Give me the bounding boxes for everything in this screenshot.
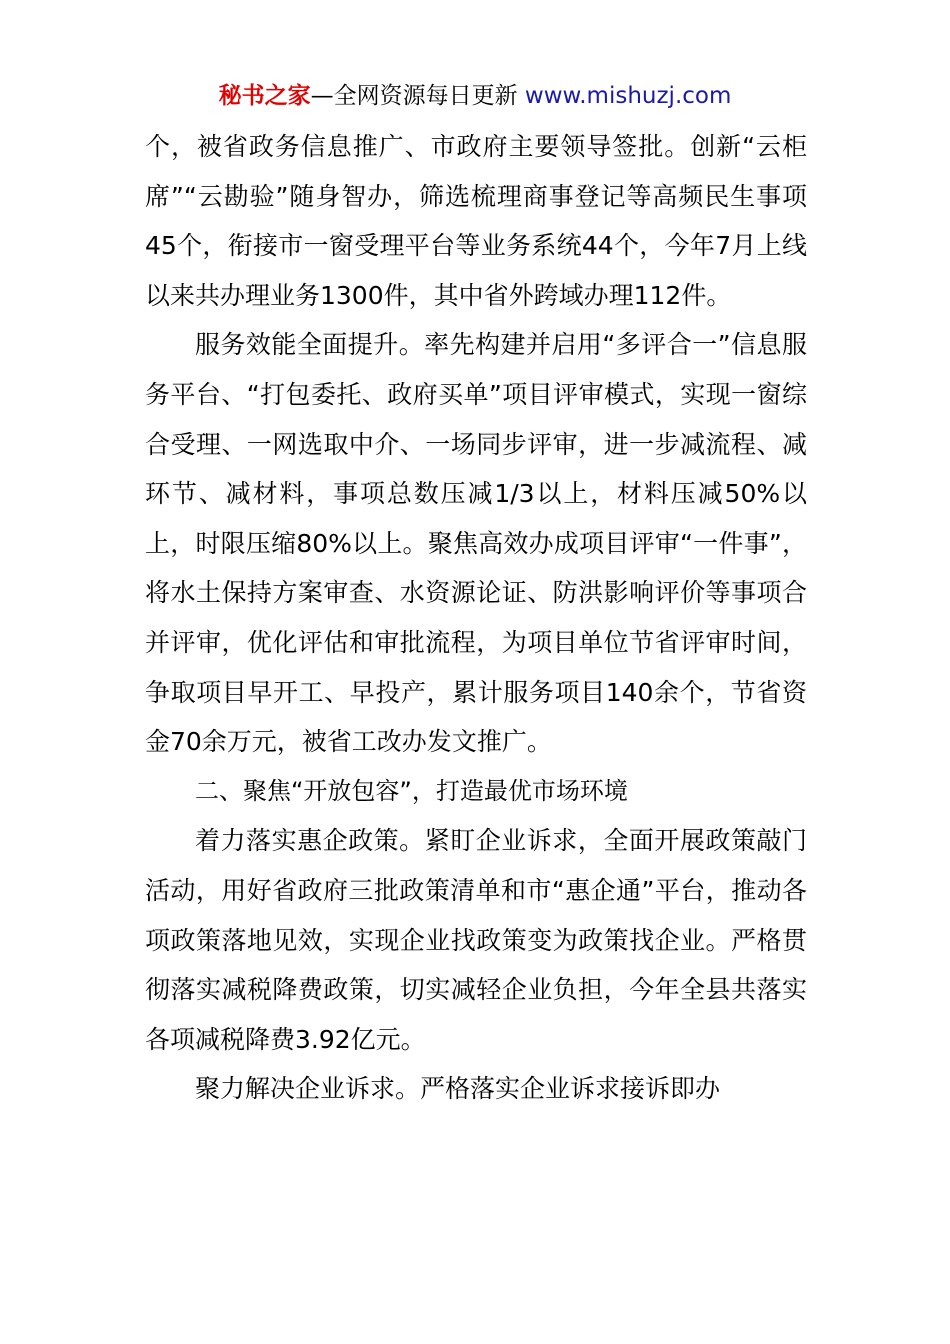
document-body (145, 122, 807, 1114)
site-header (0, 80, 950, 112)
header-tagline: —全网资源每日更新 (310, 83, 518, 109)
paragraph-continuation: 个，被省政务信息推广、市政府主要领导签批。创新“云柜席”“云勘验”随身智办，筛选梳理商事登记等高频民生事项45个，衔接市一窗受理平台等业务系统44个，今年7月上线以来共办理业务1300件，其中省外跨域办理112件。 (145, 132, 807, 310)
paragraph-policy-implementation: 着力落实惠企政策。紧盯企业诉求，全面开展政策敲门活动，用好省政府三批政策清单和市“惠企通”平台，推动各项政策落地见效，实现企业找政策变为政策找企业。严格贯彻落实减税降费政策，切实减轻企业负担，今年全县共落实各项减税降费3.92亿元。 (145, 826, 807, 1054)
section-heading: 二、聚焦“开放包容”，打造最优市场环境 (195, 776, 628, 805)
brand-name: 秘书之家 (218, 83, 311, 109)
site-url-link[interactable]: www.mishuzj.com (524, 83, 732, 109)
paragraph-enterprise-requests: 聚力解决企业诉求。严格落实企业诉求接诉即办 (195, 1074, 721, 1104)
paragraph-service-efficiency: 服务效能全面提升。率先构建并启用“多评合一”信息服务平台、“打包委托、政府买单”项目评审模式，实现一窗综合受理、一网选取中介、一场同步评审，进一步减流程、减环节、减材料，事项总数压减1/3以上，材料压减50%以上，时限压缩80%以上。聚焦高效办成项目评审“一件事”，将水土保持方案审查、水资源论证、防洪影响评价等事项合并评审，优化评估和审批流程，为项目单位节省评审时间，争取项目早开工、早投产，累计服务项目140余个，节省资金70余万元，被省工改办发文推广。 (145, 330, 807, 757)
